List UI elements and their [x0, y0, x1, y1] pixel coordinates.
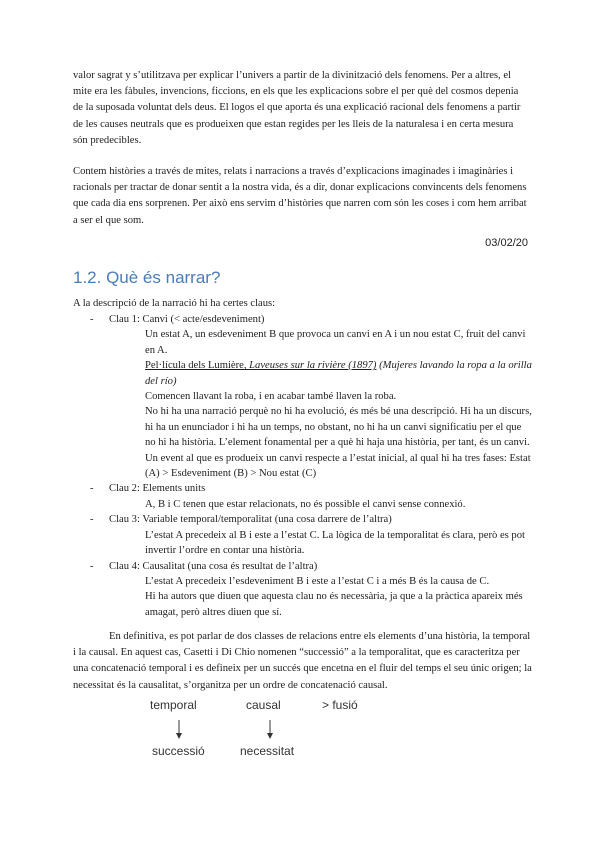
bullet-dash: -	[90, 314, 94, 325]
clau-title: Clau 3: Variable temporal/temporalitat (una cosa darrere de l’altra)	[109, 514, 392, 526]
clau-text: No hi ha una narració perquè no hi ha evolució, és més bé una descripció. Hi ha un discurs, hi ha un enunciador i hi ha un temps, no obstant, no hi ha un canvi significatiu per el que no hi ha història. L’element fonamental per a què hi haja una història, per tant, és un canvi. Un event al que es produeix un canvi respecte a l’estat inicial, al qual hi ha tres fases: Estat (A) > Esdeveniment (B) > Nou estat (C)	[145, 406, 532, 480]
film-prefix: Pel·lícula dels Lumière,	[145, 360, 250, 372]
clau-text: Un estat A, un esdeveniment B que provoca un canvi en A i un nou estat C, fruit del canvi en A.	[145, 329, 526, 356]
list-item-clau-2	[73, 481, 533, 512]
clau-text: A, B i C tenen que estar relacionats, no és possible el canvi sense connexió.	[145, 498, 466, 510]
diagram-necessitat-label: necessitat	[240, 744, 295, 758]
clau-text: Comencen llavant la roba, i en acabar també llaven la roba.	[145, 391, 397, 403]
diagram-causal-label: causal	[246, 698, 281, 712]
film-reference	[145, 358, 533, 389]
clau-text: L’estat A precedeix l’esdeveniment B i este a l’estat C i a més B és la causa de C.	[145, 575, 490, 587]
list-item-clau-4	[73, 559, 533, 621]
film-translation: (Mujeres lavando la ropa a la orilla del río)	[145, 360, 532, 387]
diagram-arrows	[150, 712, 390, 742]
paragraph-conclusion: En definitiva, es pot parlar de dos classes de relacions entre els elements d’una història, la temporal i la causal. En aquest cas, Casetti i Di Chio nomenen “successió” a la temporalitat, que es caracteritza per una concatenació temporal i es defineix per un succés que encetna en el fluir del temps el seu únic origen; la necessitat és la causalitat, s’organitza per un ordre de concatenació causal.	[73, 631, 532, 691]
section-heading: 1.2. Què és narrar?	[73, 268, 221, 287]
paragraph-histories: Contem històries a través de mites, relats i narracions a través d’explicacions imaginades i imaginàries i racionals per tractar de donar sentit a la nostra vida, és a dir, donar explicacions convincents dels fenomens que cada dia ens sorprenen. Per això ens servim d’històries que narren com són les coses i com hem arribat a ser el que som.	[73, 166, 527, 226]
bullet-dash: -	[90, 560, 94, 572]
paragraph-mite-logos: valor sagrat y s’utilitzava per explicar l’univers a partir de la divinització dels fenomens. Per a altres, el mite era les fàbules, invencions, ficcions, en els que les explicacions sobre el per què del cosmos depenia de la suposada voluntat dels deus. El logos el que aporta és una explicació racional dels fenomens a partir de les causes neutrals que es produeixen que estan regides per les lleis de la naturalesa i en certa mesura són predecibles.	[73, 70, 521, 146]
clau-text: L’estat A precedeix al B i este a l’estat C. La lògica de la temporalitat és clara, però es pot invertir l’ordre en contar una història.	[145, 529, 525, 557]
arrow-down-icon	[176, 720, 182, 739]
bullet-dash: -	[90, 483, 94, 495]
list-item-clau-1	[73, 312, 533, 481]
list-item-clau-3	[73, 512, 533, 558]
arrow-down-icon	[267, 720, 273, 739]
clau-text: Hi ha autors que diuen que aquesta clau no és necessària, ja que a la pràctica apareix més amagat, però altres diuen que sí.	[145, 591, 523, 618]
film-title: Laveuses sur la rivière (1897)	[249, 360, 377, 372]
bullet-dash: -	[90, 514, 94, 526]
clau-title: Clau 1: Canvi (< acte/esdeveniment)	[109, 314, 265, 325]
section-intro: A la descripció de la narració hi ha certes claus:	[73, 298, 276, 309]
clau-title: Clau 2: Elements units	[109, 483, 206, 495]
clau-title: Clau 4: Causalitat (una cosa és resultat de l’altra)	[109, 560, 318, 572]
diagram-temporal-label: temporal	[150, 698, 197, 712]
keys-list	[73, 312, 533, 620]
date-label: 03/02/20	[485, 237, 528, 249]
relations-diagram	[150, 698, 390, 768]
diagram-successio-label: successió	[152, 744, 205, 758]
diagram-fusio-label: > fusió	[322, 698, 358, 712]
